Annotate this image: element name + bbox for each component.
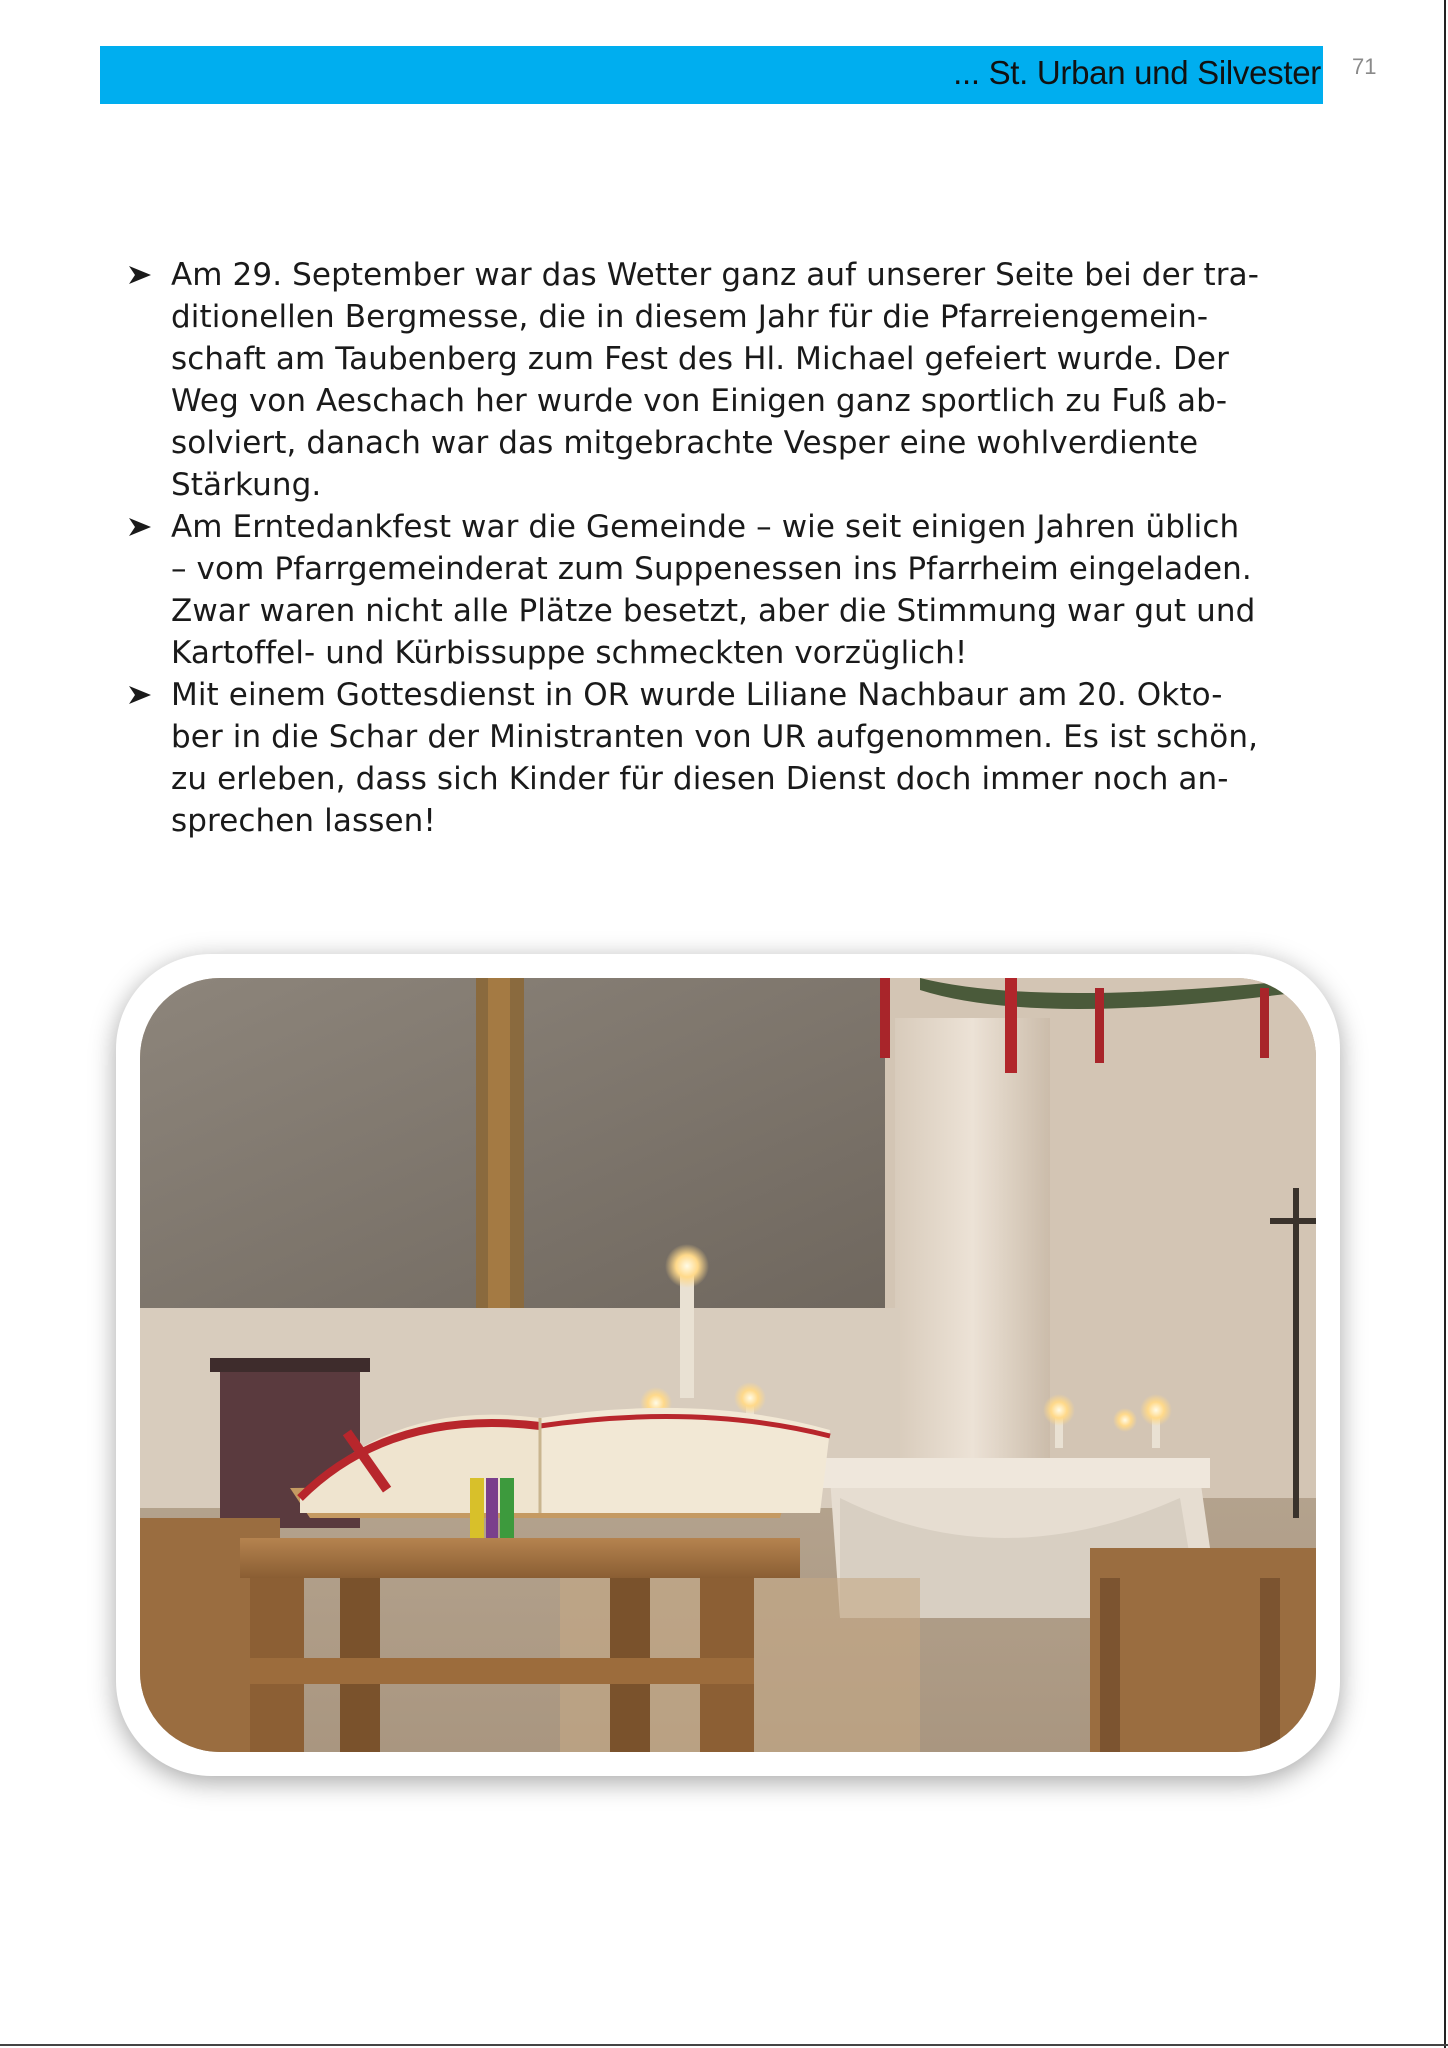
text-line: Kartoffel- und Kürbissuppe schmeckten vorzüglich! — [171, 635, 968, 671]
bullet-list — [124, 254, 1324, 842]
text-line: solviert, danach war das mitgebrachte Vesper eine wohlverdiente — [171, 425, 1199, 461]
arrowhead-bullet-icon — [128, 517, 152, 537]
header-title: ... St. Urban und Silvester — [953, 54, 1321, 91]
text-line: schaft am Taubenberg zum Fest des Hl. Michael gefeiert wurde. Der — [171, 341, 1229, 377]
bullet-text — [171, 506, 1324, 674]
text-line: Zwar waren nicht alle Plätze besetzt, aber die Stimmung war gut und — [171, 593, 1256, 629]
page-number: 71 — [1352, 54, 1377, 79]
header-bar — [100, 46, 1323, 104]
text-line: Stärkung. — [171, 467, 322, 503]
text-line: ditionellen Bergmesse, die in diesem Jahr für die Pfarreiengemein- — [171, 299, 1209, 335]
bullet-item — [124, 674, 1324, 842]
text-line: – vom Pfarrgemeinderat zum Suppenessen ins Pfarrheim eingeladen. — [171, 551, 1252, 587]
text-line: Am Erntedankfest war die Gemeinde – wie seit einigen Jahren üblich — [171, 509, 1240, 545]
text-line: sprechen lassen! — [171, 803, 436, 839]
bullet-item — [124, 506, 1324, 674]
arrowhead-bullet-icon — [128, 265, 152, 285]
arrowhead-bullet-icon — [128, 685, 152, 705]
text-line: zu erleben, dass sich Kinder für diesen Dienst doch immer noch an- — [171, 761, 1229, 797]
church-altar-photo — [140, 978, 1316, 1752]
page-edge-right — [1444, 0, 1446, 2048]
text-line: Am 29. September war das Wetter ganz auf unserer Seite bei der tra- — [171, 257, 1260, 293]
page-edge-bottom — [0, 2044, 1448, 2046]
photo-illustration — [140, 978, 1316, 1752]
bullet-text — [171, 254, 1324, 506]
bullet-text — [171, 674, 1324, 842]
bullet-item — [124, 254, 1324, 506]
text-line: ber in die Schar der Ministranten von UR aufgenommen. Es ist schön, — [171, 719, 1259, 755]
text-line: Weg von Aeschach her wurde von Einigen ganz sportlich zu Fuß ab- — [171, 383, 1228, 419]
text-line: Mit einem Gottesdienst in OR wurde Liliane Nachbaur am 20. Okto- — [171, 677, 1223, 713]
